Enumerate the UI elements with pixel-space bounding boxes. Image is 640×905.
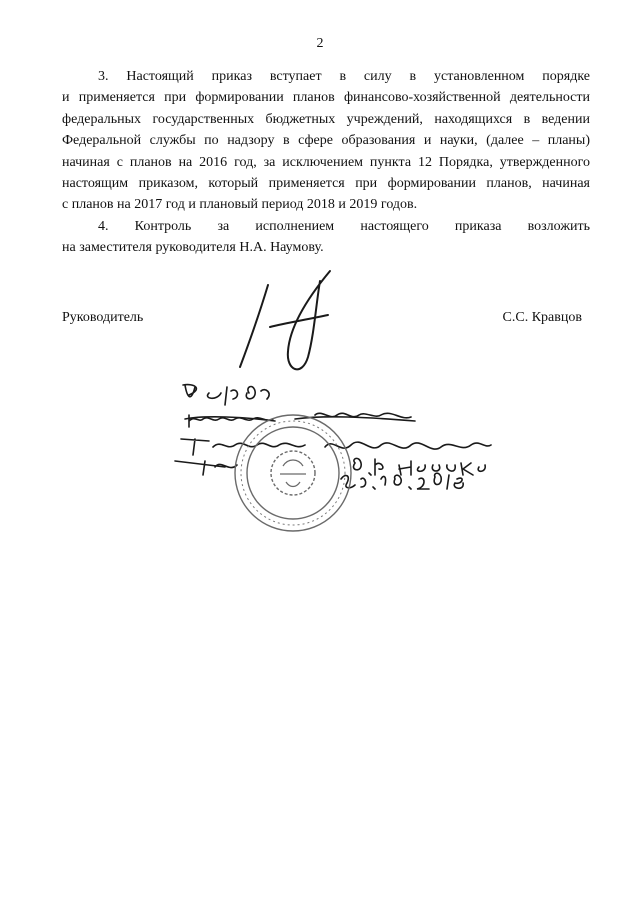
paragraph-3 [62, 66, 590, 216]
paragraph-3-line-1: 3. Настоящий приказ вступает в силу в установленном порядке [98, 69, 590, 84]
paragraph-3-line-3: федеральных государственных бюджетных учреждений, находящихся в ведении [62, 111, 590, 127]
official-stamp [228, 408, 358, 538]
paragraph-3-line-7: с планов на 2017 год и плановый период 2018 и 2019 годов. [62, 197, 418, 213]
paragraph-3-line-5: начиная с планов на 2016 год, за исключением пункта 12 Порядка, утвержденного [62, 154, 590, 170]
handwritten-signature [230, 265, 350, 385]
paragraph-3-line-6: настоящим приказом, который применяется при формировании планов, начиная [62, 176, 590, 192]
signatory-title: Руководитель [62, 310, 144, 325]
paragraph-4 [62, 216, 590, 259]
paragraph-4-line-2: на заместителя руководителя Н.А. Наумову. [62, 240, 324, 256]
paragraph-3-line-2: и применяется при формировании планов финансово-хозяйственной деятельности [62, 90, 590, 106]
paragraph-3-line-4: Федеральной службы по надзору в сфере образования и науки, (далее – планы) [62, 133, 590, 149]
page-number: 2 [316, 36, 324, 51]
signatory-name: С.С. Кравцов [502, 310, 582, 325]
body-text [62, 66, 590, 259]
paragraph-4-line-1: 4. Контроль за исполнением настоящего приказа возложить [98, 218, 590, 234]
